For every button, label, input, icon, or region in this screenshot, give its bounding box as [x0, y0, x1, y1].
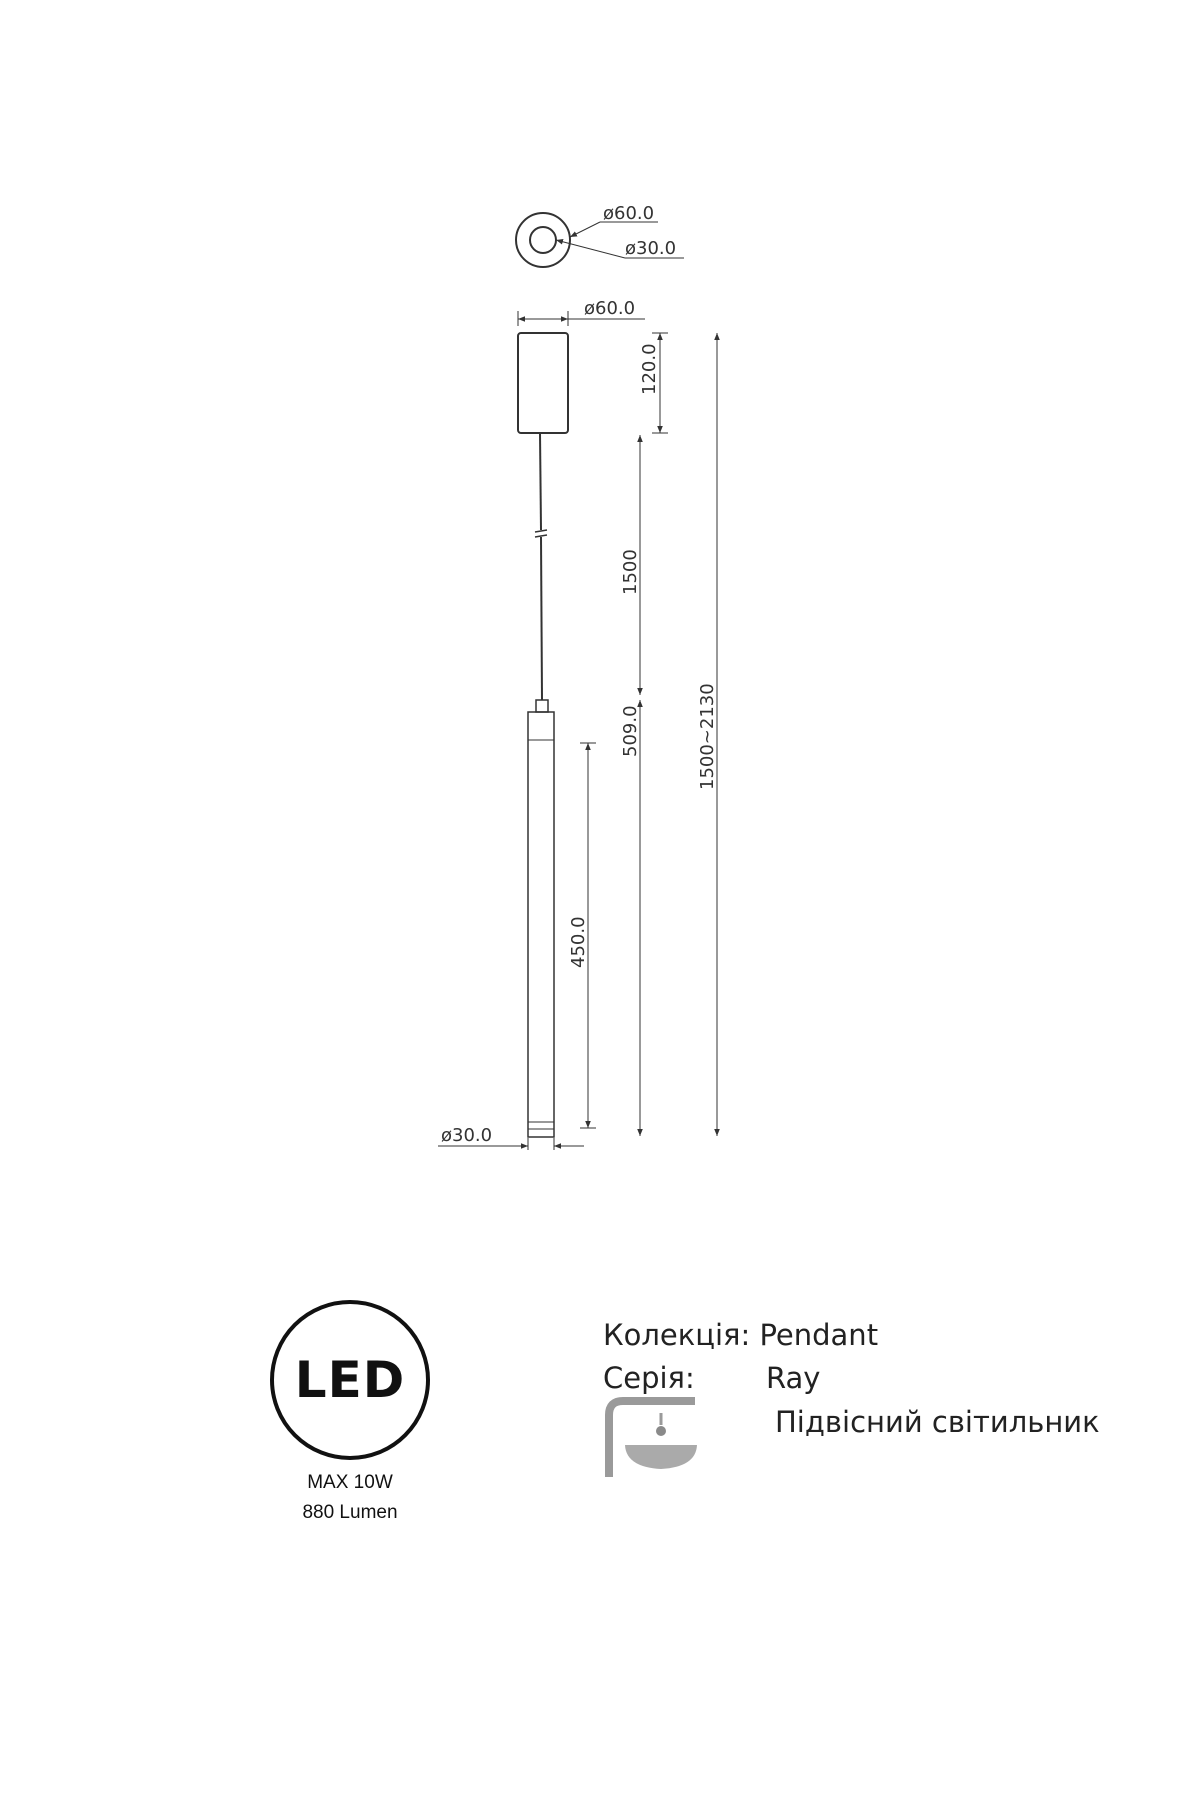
tube-connector	[536, 700, 548, 712]
top-view-outer-label: ø60.0	[603, 203, 655, 224]
cable-break-b	[535, 535, 547, 537]
fixture-type: Підвісний світильник	[775, 1405, 1100, 1439]
cable-break-a	[535, 530, 547, 532]
lumen-spec: 880 Lumen	[302, 1502, 398, 1523]
pendant-lamp-icon	[603, 1397, 698, 1477]
light-length-label: 450.0	[568, 916, 589, 968]
pendant-tube	[528, 700, 554, 1137]
cable-upper	[540, 433, 541, 530]
power-spec: MAX 10W	[307, 1472, 393, 1493]
body-diameter-label: ø30.0	[441, 1125, 493, 1146]
series-value: Ray	[766, 1361, 821, 1395]
cable-length-label: 1500	[620, 549, 641, 595]
led-badge	[270, 1300, 430, 1460]
cable	[535, 433, 547, 700]
body-length-label: 509.0	[620, 705, 641, 757]
canopy-height-label: 120.0	[639, 343, 660, 395]
cable-lower	[541, 537, 542, 700]
tube-body	[528, 712, 554, 1137]
canopy	[518, 311, 645, 433]
top-view-inner-circle	[530, 227, 556, 253]
collection-line: Колекція: Pendant	[603, 1318, 879, 1352]
series-label: Серія:	[603, 1361, 695, 1395]
outer-arrow	[570, 222, 600, 237]
canopy-diameter-label: ø60.0	[584, 298, 636, 319]
canopy-body	[518, 333, 568, 433]
top-view-inner-label: ø30.0	[625, 238, 677, 259]
top-view-outer-circle	[516, 213, 570, 267]
led-badge-text: LED	[294, 1351, 406, 1409]
total-height-label: 1500~2130	[697, 683, 718, 790]
